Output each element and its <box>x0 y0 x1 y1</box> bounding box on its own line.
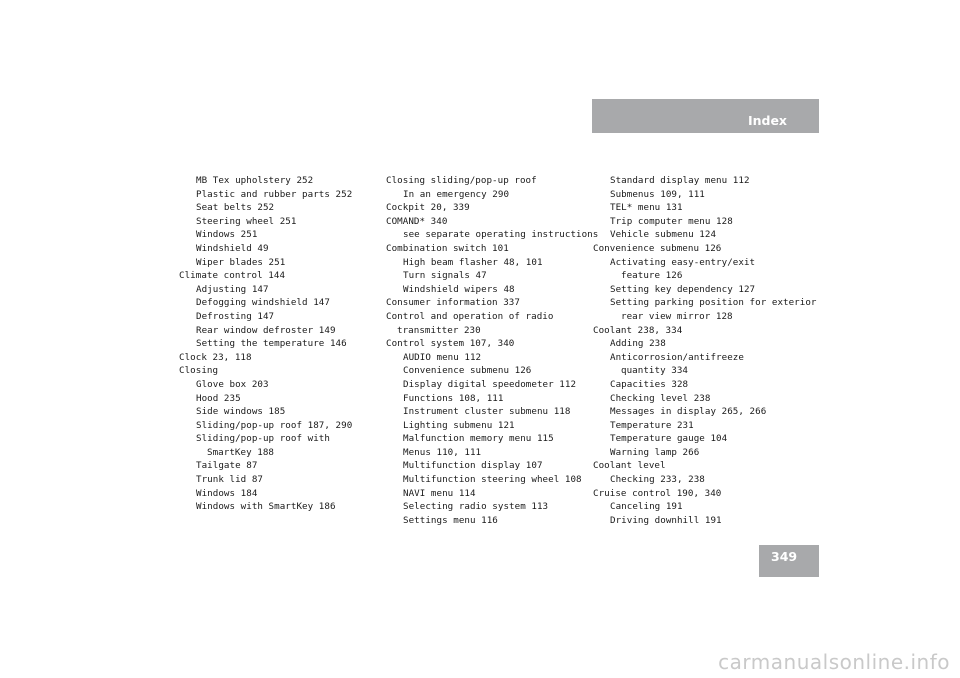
index-entry: Warning lamp 266 <box>610 446 700 458</box>
index-entry: Instrument cluster submenu 118 <box>403 406 571 418</box>
index-entry: rear view mirror 128 <box>621 310 733 322</box>
index-entry: COMAND* 340 <box>386 215 448 227</box>
index-entry: Setting the temperature 146 <box>196 338 347 350</box>
index-entry: Coolant level <box>593 460 666 472</box>
index-entry: Cruise control 190, 340 <box>593 487 722 499</box>
index-entry: Turn signals 47 <box>403 270 487 282</box>
index-entry: Tailgate 87 <box>196 460 258 472</box>
index-entry: Messages in display 265, 266 <box>610 406 767 418</box>
index-entry: Convenience submenu 126 <box>593 242 722 254</box>
index-entry: Sliding/pop-up roof with <box>196 433 330 445</box>
index-entry: Control system 107, 340 <box>386 338 515 350</box>
index-entry: NAVI menu 114 <box>403 487 476 499</box>
index-column-3 <box>593 174 817 527</box>
index-entry: AUDIO menu 112 <box>403 351 482 363</box>
index-entry: Adding 238 <box>610 338 666 350</box>
index-entry: Consumer information 337 <box>386 297 520 309</box>
index-entry: Sliding/pop-up roof 187, 290 <box>196 419 353 431</box>
index-entry: Checking 233, 238 <box>610 474 705 486</box>
index-entry: Vehicle submenu 124 <box>610 229 717 241</box>
index-entry: Activating easy-entry/exit <box>610 256 756 268</box>
header-band <box>592 99 819 133</box>
index-entry: TEL* menu 131 <box>610 202 683 214</box>
index-entry: Trip computer menu 128 <box>610 215 733 227</box>
index-entry: Control and operation of radio <box>386 310 554 322</box>
index-entry: Windshield wipers 48 <box>403 283 515 295</box>
index-entry: Windows 184 <box>196 487 258 499</box>
index-entry: Adjusting 147 <box>196 283 269 295</box>
index-entry: Display digital speedometer 112 <box>403 378 577 390</box>
index-entry: Closing <box>179 365 219 377</box>
index-entry: Trunk lid 87 <box>196 474 263 486</box>
index-entry: In an emergency 290 <box>403 188 510 200</box>
index-entry: Windows with SmartKey 186 <box>196 501 336 513</box>
index-column-2 <box>386 174 599 527</box>
index-entry: Multifunction display 107 <box>403 460 543 472</box>
index-entry: Temperature gauge 104 <box>610 433 728 445</box>
index-entry: Closing sliding/pop-up roof <box>386 175 537 186</box>
index-entry: Anticorrosion/antifreeze <box>610 351 744 363</box>
page-number-box <box>759 545 819 577</box>
index-entry: Canceling 191 <box>610 501 683 513</box>
index-entry: quantity 334 <box>621 365 688 377</box>
index-entry: Coolant 238, 334 <box>593 324 683 336</box>
page-number: 349 <box>771 549 798 564</box>
index-entry: Standard display menu 112 <box>610 175 750 186</box>
watermark-text: carmanualsonline.info <box>718 650 950 674</box>
page-title: Index <box>747 113 787 128</box>
index-entry: Convenience submenu 126 <box>403 365 532 377</box>
index-entry: Multifunction steering wheel 108 <box>403 474 582 486</box>
index-column-1 <box>179 174 384 514</box>
index-entry: Driving downhill 191 <box>610 514 722 526</box>
index-entry: Plastic and rubber parts 252 <box>196 188 353 200</box>
index-entry: Malfunction memory menu 115 <box>403 433 554 445</box>
index-entry: Rear window defroster 149 <box>196 324 336 336</box>
index-entry: Windshield 49 <box>196 242 269 254</box>
index-entry: Menus 110, 111 <box>403 446 482 458</box>
index-entry: High beam flasher 48, 101 <box>403 256 543 268</box>
index-entry: Capacities 328 <box>610 378 689 390</box>
index-entry: Submenus 109, 111 <box>610 188 705 200</box>
index-entry: SmartKey 188 <box>207 446 274 458</box>
index-entry: feature 126 <box>621 270 683 282</box>
index-entry: Lighting submenu 121 <box>403 419 515 431</box>
index-entry: Steering wheel 251 <box>196 215 297 227</box>
index-entry: Setting key dependency 127 <box>610 283 756 295</box>
index-entry: Setting parking position for exterior <box>610 297 817 309</box>
index-entry: transmitter 230 <box>397 324 481 336</box>
index-entry: Side windows 185 <box>196 406 286 418</box>
index-entry: Hood 235 <box>196 392 241 404</box>
index-entry: Temperature 231 <box>610 419 694 431</box>
index-entry: Selecting radio system 113 <box>403 501 549 513</box>
index-entry: Climate control 144 <box>179 270 286 282</box>
index-entry: Seat belts 252 <box>196 202 275 214</box>
index-entry: Settings menu 116 <box>403 514 498 526</box>
index-entry: Wiper blades 251 <box>196 256 286 268</box>
index-entry: Cockpit 20, 339 <box>386 202 470 214</box>
index-entry: Functions 108, 111 <box>403 392 504 404</box>
index-entry: see separate operating instructions <box>403 229 599 241</box>
index-entry: Glove box 203 <box>196 378 269 390</box>
index-entry: Checking level 238 <box>610 392 711 404</box>
index-entry: Clock 23, 118 <box>179 351 252 363</box>
index-entry: Combination switch 101 <box>386 242 509 254</box>
index-entry: Defogging windshield 147 <box>196 297 330 309</box>
index-entry: MB Tex upholstery 252 <box>196 175 314 186</box>
index-entry: Defrosting 147 <box>196 310 275 322</box>
index-entry: Windows 251 <box>196 229 258 241</box>
